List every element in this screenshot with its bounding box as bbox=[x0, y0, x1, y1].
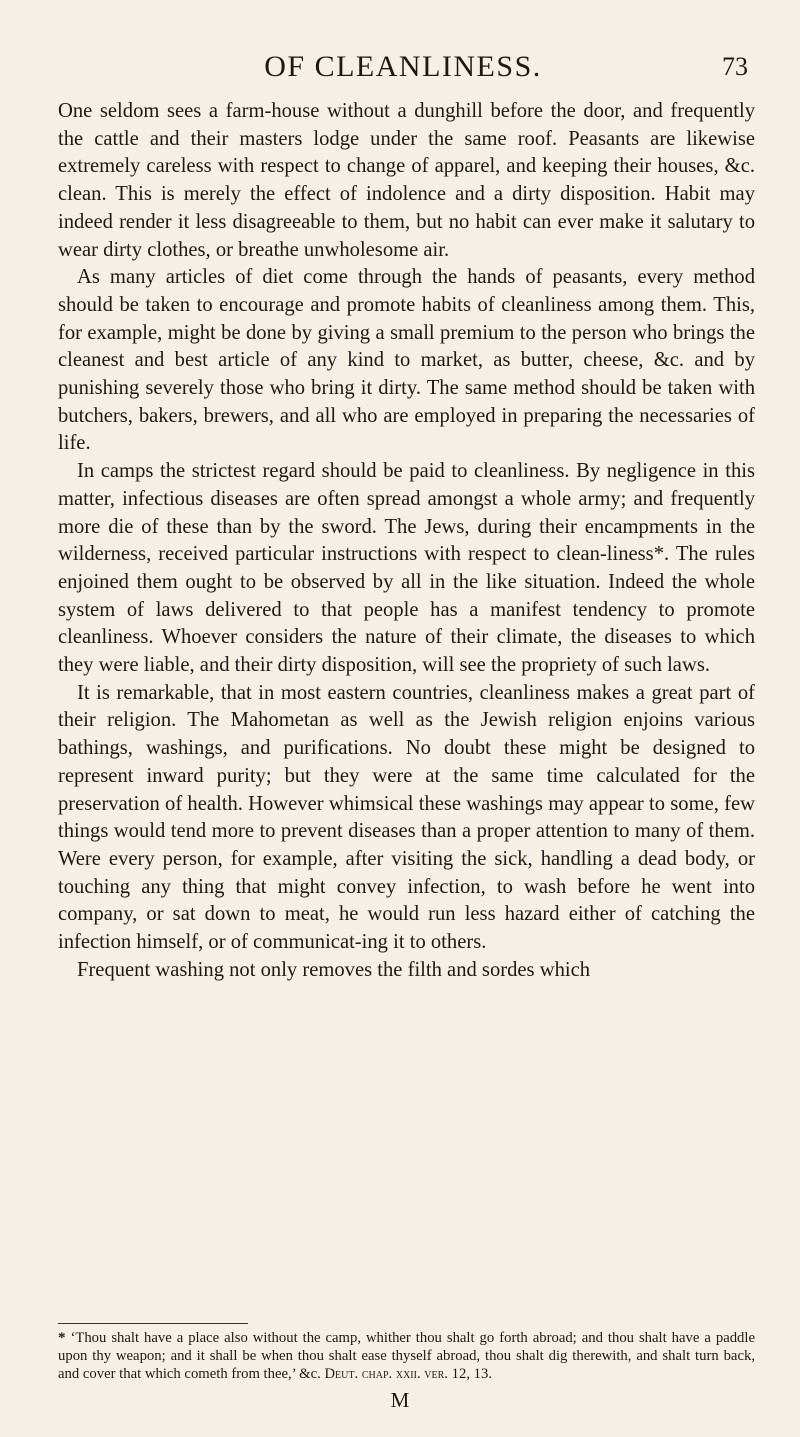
footnote-text: ‘Thou shalt have a place also without the camp, whither thou shalt go forth abroad; and thou shalt have a paddle upon thy weapon; and it shall be when thou shalt ease thyself abroad, thou shalt dig therewith, and shalt turn back, and cover that which cometh from thee,’ &c. bbox=[58, 1330, 755, 1383]
paragraph: It is remarkable, that in most eastern countries, cleanliness makes a great part of their religion. The Mahometan as well as the Jewish religion enjoins various bathings, washings, and purifications. No doubt these might be designed to represent inward purity; but they were at the same time calculated for the preservation of health. However whimsical these washings may appear to some, few things would tend more to prevent diseases than a proper attention to many of them. Were every person, for example, after visiting the sick, handling a dead body, or touching any thing that might convey infection, to wash before he went into company, or sat down to meat, he would run less hazard either of catching the infection himself, or of communicat-ing it to others. bbox=[58, 681, 755, 954]
footnote-rule bbox=[58, 1323, 248, 1324]
paragraph: One seldom sees a farm-house without a dunghill before the door, and frequently the cattle and their masters lodge under the same roof. Peasants are likewise extremely careless with respect to change of apparel, and keeping their houses, &c. clean. This is merely the effect of indolence and a dirty disposition. Habit may indeed render it less disagreeable to them, but no habit can ever make it salutary to wear dirty clothes, or breathe unwholesome air. bbox=[58, 100, 755, 261]
paragraph: Frequent washing not only removes the filth and sordes which bbox=[77, 958, 591, 981]
running-head bbox=[58, 50, 748, 86]
page-number: 73 bbox=[722, 52, 748, 81]
footnote-source: Deut. chap. xxii. ver. 12, 13. bbox=[324, 1366, 493, 1383]
body-text bbox=[58, 98, 755, 985]
footnote bbox=[58, 1329, 755, 1384]
signature-mark: M bbox=[390, 1388, 410, 1412]
footnote-marker: * bbox=[58, 1330, 66, 1346]
running-title: OF CLEANLINESS. bbox=[264, 50, 542, 83]
paragraph: As many articles of diet come through the hands of peasants, every method should be taken to encourage and promote habits of cleanliness among them. This, for example, might be done by giving a small premium to the person who brings the cleanest and best article of any kind to market, as butter, cheese, &c. and by punishing severely those who bring it dirty. The same method should be taken with butchers, bakers, brewers, and all who are employed in preparing the necessaries of life. bbox=[58, 266, 755, 455]
paragraph: In camps the strictest regard should be paid to cleanliness. By negligence in this matter, infectious diseases are often spread amongst a whole army; and frequently more die of these than by the sword. The Jews, during their encampments in the wilderness, received particular instructions with respect to clean-liness*. The rules enjoined them ought to be observed by all in the like situation. Indeed the whole system of laws delivered to that people has a manifest tendency to promote cleanliness. Whoever considers the nature of their climate, the diseases to which they were liable, and their dirty disposition, will see the propriety of such laws. bbox=[58, 460, 755, 677]
